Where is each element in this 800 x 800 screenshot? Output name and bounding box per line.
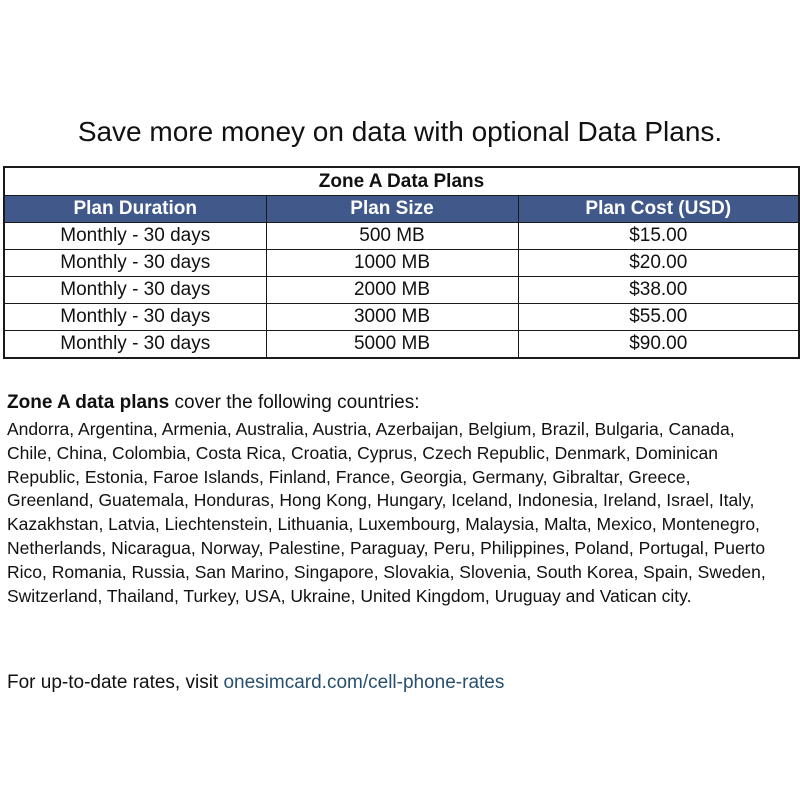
footer-prefix: For up-to-date rates, visit xyxy=(7,672,224,693)
column-header-plan-size: Plan Size xyxy=(266,196,518,223)
rates-link[interactable]: onesimcard.com/cell-phone-rates xyxy=(223,672,505,693)
table-row xyxy=(4,331,799,359)
table-title-row xyxy=(4,167,799,196)
plan-cost-cell: $90.00 xyxy=(518,331,799,359)
page-headline: Save more money on data with optional Data Plans. xyxy=(77,116,723,147)
plan-size-cell: 2000 MB xyxy=(266,277,518,304)
plan-size-cell: 3000 MB xyxy=(266,304,518,331)
footer-note xyxy=(7,670,504,696)
coverage-section xyxy=(7,390,793,608)
table-row xyxy=(4,304,799,331)
plan-size-cell: 5000 MB xyxy=(266,331,518,359)
plan-duration-cell: Monthly - 30 days xyxy=(4,250,266,277)
plan-cost-cell: $15.00 xyxy=(518,223,799,250)
plan-duration-cell: Monthly - 30 days xyxy=(4,304,266,331)
plan-duration-cell: Monthly - 30 days xyxy=(4,223,266,250)
plan-size-cell: 1000 MB xyxy=(266,250,518,277)
plan-cost-cell: $55.00 xyxy=(518,304,799,331)
table-row xyxy=(4,277,799,304)
country-list: Andorra, Argentina, Armenia, Australia, Austria, Azerbaijan, Belgium, Brazil, Bulgaria, Canada, Chile, China, Colombia, Costa Rica, Croatia, Cyprus, Czech Republic, Denmark, Dominican Republic, Estonia, Faroe Islands, Finland, France, Georgia, Germany, Gibraltar, Greece, Greenland, Guatemala, Honduras, Hong Kong, Hungary, Iceland, Indonesia, Ireland, Israel, Italy, Kazakhstan, Latvia, Liechtenstein, Lithuania, Luxembourg, Malaysia, Malta, Mexico, Montenegro, Netherlands, Nicaragua, Norway, Palestine, Paraguay, Peru, Philippines, Poland, Portugal, Puerto Rico, Romania, Russia, San Marino, Singapore, Slovakia, Slovenia, South Korea, Spain, Sweden, Switzerland, Thailand, Turkey, USA, Ukraine, United Kingdom, Uruguay and Vatican city. xyxy=(7,419,766,606)
table-row xyxy=(4,223,799,250)
column-header-plan-cost: Plan Cost (USD) xyxy=(518,196,799,223)
plan-cost-cell: $20.00 xyxy=(518,250,799,277)
zone-a-plans-table xyxy=(3,166,800,359)
column-header-plan-duration: Plan Duration xyxy=(4,196,266,223)
plan-size-cell: 500 MB xyxy=(266,223,518,250)
plan-duration-cell: Monthly - 30 days xyxy=(4,277,266,304)
table-row xyxy=(4,250,799,277)
coverage-lead-bold: Zone A data plans xyxy=(7,392,170,413)
coverage-lead-rest: cover the following countries: xyxy=(169,392,420,413)
plan-duration-cell: Monthly - 30 days xyxy=(4,331,266,359)
table-header-row xyxy=(4,196,799,223)
table-title: Zone A Data Plans xyxy=(4,167,799,196)
coverage-lead xyxy=(7,390,793,416)
plan-cost-cell: $38.00 xyxy=(518,277,799,304)
